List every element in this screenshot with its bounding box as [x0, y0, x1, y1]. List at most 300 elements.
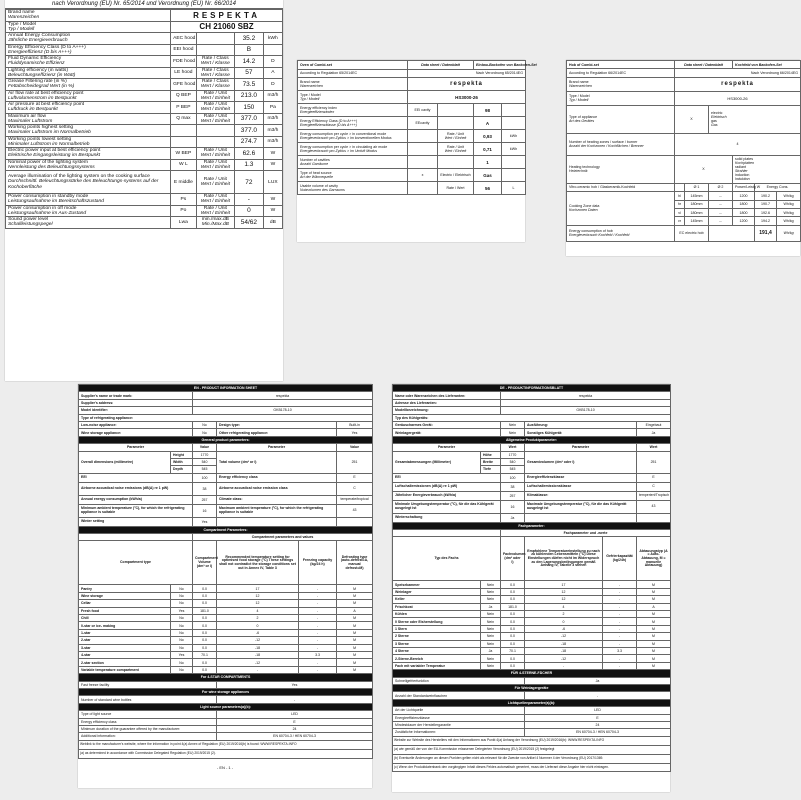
gen-label-2: Airborne acoustical noise emission class	[217, 482, 337, 495]
info-row	[393, 429, 671, 436]
warranty-value: 24	[217, 725, 373, 732]
comp-volume: 0.0	[501, 596, 525, 603]
comp-name: Pantry	[79, 585, 171, 592]
comp-defrost: M	[337, 659, 373, 666]
comp-name: Chill	[79, 615, 171, 622]
hood-spec-value: 150	[235, 102, 264, 114]
hob-sub-left: According to Regulation 66/2014EC	[567, 69, 675, 77]
info-row	[79, 607, 373, 614]
warranty-label: Mindestdauer der Herstellergarantie	[393, 721, 525, 728]
comp-freezing: -	[299, 644, 337, 651]
gen-value: 16	[501, 500, 525, 513]
hood-spec-symbol: Ps	[171, 194, 197, 206]
supplier-label: Supplier's name or trade mark:	[79, 392, 193, 399]
gen-label: EEI	[393, 473, 501, 482]
hob-spec-table	[566, 60, 801, 242]
info-row	[393, 647, 671, 654]
gen-label-2: Maximum ambient temperature (°C), for which the refrigerating appliance is suitable	[217, 504, 337, 517]
comp-volume: 181.0	[501, 603, 525, 610]
comp-present: Nein	[481, 662, 501, 669]
oven-model-value: HS3000-26	[408, 91, 526, 104]
comp-present: Nein	[481, 581, 501, 588]
comp-name: Wine storage	[79, 592, 171, 599]
info-row	[79, 495, 373, 504]
hood-spec-label	[6, 217, 171, 229]
zone-diameter: 180mm	[685, 208, 709, 216]
oven-spec-row	[298, 143, 526, 156]
gen-label: Minimale Umgebungstemperatur (°C), für die das Kühlgerät ausgelegt ist	[393, 500, 501, 513]
comp-defrost: M	[337, 651, 373, 658]
info-row	[393, 581, 671, 588]
oven-sub-left: According to Regulation 65/2014EC	[298, 69, 408, 78]
comp-freezing: -	[603, 662, 637, 669]
zone-power: 1800	[733, 200, 755, 208]
type-row-label: Low-noise appliance:	[79, 421, 193, 428]
hood-spec-label	[6, 67, 171, 79]
info-row	[393, 513, 671, 522]
general-header: General product parameters:	[79, 436, 373, 443]
info-row	[79, 666, 373, 673]
type-row-label-2: Design type:	[217, 421, 337, 428]
gen-label: Annual energy consumption (kWh/a)	[79, 495, 193, 504]
dim-value: 545	[501, 466, 525, 473]
info-row	[393, 662, 671, 669]
hood-spec-label	[6, 90, 171, 102]
label-en: Maximum air flow	[8, 113, 47, 119]
hood-spec-unit	[196, 44, 234, 56]
brand-label: Brand name Warenzeichen	[6, 10, 171, 22]
hood-spec-unit	[196, 33, 234, 45]
info-row	[79, 541, 373, 585]
info-row	[393, 670, 671, 677]
dims-label: Gesamtabmessungen (Millimeter)	[393, 451, 481, 473]
comp-present: No	[171, 622, 193, 629]
total-volume-label: Total volume (dm³ or l)	[217, 451, 337, 473]
gen-value: 16	[193, 504, 217, 517]
comp-name: 4-star	[79, 651, 171, 658]
gen-label-2: Energy efficiency class	[217, 473, 337, 482]
label-en: Usable volume of cavity	[300, 184, 338, 189]
info-row	[393, 421, 671, 428]
hood-spec-value: 14.2	[235, 56, 264, 68]
unit-en: Rate / Unit	[203, 113, 227, 119]
sheet-title: DE - PRODUKTINFORMATIONSBLATT	[393, 385, 671, 392]
info-row	[393, 618, 671, 625]
hood-spec-symbol	[171, 136, 197, 148]
oven-spec-symbol: EEcavity	[408, 117, 438, 130]
info-row	[79, 696, 373, 703]
gen-label-2: Klimaklasse:	[525, 491, 637, 500]
hood-spec-value: 57	[235, 67, 264, 79]
info-row	[79, 703, 373, 710]
comp-col-volume: Compartment Volume (dm³ or l)	[193, 541, 217, 585]
footnote: Website zur Website des Herstellers mit den Informationen aus Punkt 4(a) Anhang der Verordnung (EU) 2019/2016(b): WWW.RESPEKTA.INFO	[393, 736, 671, 745]
oven-spec-row	[298, 169, 526, 182]
unit-en: min./max.dB	[201, 217, 229, 223]
light-value: LED	[525, 707, 671, 714]
comp-volume: 0.0	[193, 592, 217, 599]
info-row	[79, 740, 373, 749]
comp-present: Yes	[171, 607, 193, 614]
info-row	[79, 681, 373, 688]
comp-name: 1-star	[79, 629, 171, 636]
comp-temp: 12	[217, 600, 299, 607]
zone-power: 1200	[733, 192, 755, 200]
comp-temp: 0	[525, 618, 603, 625]
comp-name: 2-star	[79, 637, 171, 644]
hood-spec-row	[6, 90, 283, 102]
hood-spec-label	[6, 102, 171, 114]
warranty-value: 24	[525, 721, 671, 728]
label-de: Durchschnittl. Beleuchtungsstärke des Beleuchtungs-systems auf der Kochoberfläche	[8, 179, 159, 190]
fridge-info-sheet-de	[392, 384, 670, 792]
comp-volume: 70.1	[193, 651, 217, 658]
hood-spec-unit-symbol: W	[263, 194, 282, 206]
fast-freeze-value: Ja	[525, 677, 671, 684]
four-star-header: For 4-STAR COMPARTMENTS	[79, 674, 373, 681]
hood-spec-unit-symbol: kWh	[263, 33, 282, 45]
gen-value: 257	[193, 495, 217, 504]
zone-energy-unit: Wh/kg	[777, 200, 801, 208]
gen-value: Yes	[193, 517, 217, 526]
unit-en: Rate / Unit	[203, 205, 227, 211]
wine-value: -	[217, 696, 373, 703]
info-row	[79, 659, 373, 666]
comp-present: No	[171, 666, 193, 673]
comp-temp: 17	[525, 581, 603, 588]
info-row	[393, 677, 671, 684]
zone-energy-unit: Wh/kg	[777, 192, 801, 200]
hob-total-sym: EC electric hob	[675, 225, 709, 241]
type-row-value: No	[193, 429, 217, 436]
comp-defrost: M	[337, 629, 373, 636]
hood-spec-table	[5, 9, 283, 229]
hood-spec-unit-symbol: W	[263, 205, 282, 217]
comp-present: No	[171, 644, 193, 651]
comp-freezing: -	[603, 625, 637, 632]
compartment-sub: Fachparameter und -werte	[501, 530, 671, 537]
heating-tech-mark: X	[675, 155, 733, 183]
address-value	[193, 399, 373, 406]
type-label: Typ des Kühlgeräts:	[393, 414, 671, 421]
comp-name: Cellar	[79, 600, 171, 607]
comp-name: 3 Sterne	[393, 640, 481, 647]
comp-defrost: M	[337, 622, 373, 629]
info-row	[79, 407, 373, 414]
zone-diameter: 145mm	[685, 217, 709, 225]
label-en: Air pressure at best efficiency point	[8, 102, 85, 108]
comp-name: Keller	[393, 596, 481, 603]
gen-value-2	[337, 517, 373, 526]
comp-present: No	[171, 600, 193, 607]
info-row	[393, 407, 671, 414]
comp-name: 1 Stern	[393, 625, 481, 632]
oven-spec-unit	[438, 104, 474, 117]
label-de: Energieeffizienz (D bis A+++)	[8, 49, 72, 55]
light-header: Light source parameters(a)(b):	[79, 703, 373, 710]
comp-present: Nein	[481, 633, 501, 640]
label-en: Grease Filtering rate (in %)	[8, 79, 67, 85]
label-de: Energieverbrauch pro Zyklus > im konventionellen Modus	[300, 136, 392, 141]
hob-total-label: Energy consumption of hob Energieverbrauch Kochfeld / Kochfeld	[567, 225, 675, 241]
oven-spec-unit	[438, 182, 474, 195]
comp-name: Weinlager	[393, 588, 481, 595]
comp-freezing: -	[603, 596, 637, 603]
oven-spec-label	[298, 169, 408, 182]
comp-freezing: -	[299, 607, 337, 614]
hood-spec-row	[6, 148, 283, 160]
hood-spec-unit	[196, 90, 234, 102]
dim-key: Width	[171, 458, 193, 465]
oven-sub-right: Nach Verordnung 65/2014EG	[408, 69, 526, 78]
comp-volume: 0.0	[193, 637, 217, 644]
comp-volume: 0.0	[501, 588, 525, 595]
comp-temp: -18	[525, 647, 603, 654]
label-en: Energy Efficiency Class (D to A+++)	[8, 44, 86, 50]
label-en: Average illumination of the lighting system on the cooking surface	[8, 174, 150, 180]
gen-label: Winterschaltung	[393, 513, 501, 522]
hood-spec-row	[6, 125, 283, 137]
dim-key: Height	[171, 451, 193, 458]
oven-spec-unit	[438, 143, 474, 156]
comp-name: 0-star or ice- making	[79, 622, 171, 629]
type-row-label-2: Sonstiges Kühlgerät:	[525, 429, 637, 436]
gen-value-2: E	[637, 473, 671, 482]
hood-spec-label	[6, 56, 171, 68]
info-row	[393, 707, 671, 714]
wine-value: -	[525, 692, 671, 699]
hood-spec-unit	[196, 113, 234, 125]
comp-temp: 2	[217, 615, 299, 622]
wine-label: Anzahl der Standardweinflaschen	[393, 692, 525, 699]
unit-de: Wert / Klasse	[200, 72, 230, 78]
hob-title-left: Hob of Combi-set	[567, 61, 675, 69]
oven-spec-row	[298, 182, 526, 195]
comp-defrost: M	[637, 611, 671, 618]
info-row	[393, 414, 671, 421]
gen-value: 38	[501, 482, 525, 491]
fridge-info-sheet-en	[78, 384, 372, 788]
hood-spec-label	[6, 113, 171, 125]
zone-energy: 190.7	[755, 200, 777, 208]
unit-en: Rate / Class	[202, 67, 229, 73]
oven-spec-table	[297, 60, 537, 195]
comp-volume: 0.0	[501, 625, 525, 632]
comp-freezing: -	[299, 585, 337, 592]
four-star-header: FÜR 4-STERNE-FÄCHER	[393, 670, 671, 677]
hood-spec-symbol: Q max	[171, 113, 197, 125]
total-volume-value: 251	[337, 451, 373, 473]
comp-volume: 181.0	[193, 607, 217, 614]
type-row-value: No	[193, 421, 217, 428]
oven-brand-logo: respekta	[408, 78, 526, 91]
gen-label: Airborne acoustical noise emissions (dB(A) re 1 pW)	[79, 482, 193, 495]
hob-model-value: HS3000-26	[675, 91, 801, 105]
brand-logo: RESPEKTA	[171, 10, 283, 22]
comp-defrost: M	[337, 592, 373, 599]
hood-spec-value: 0	[235, 205, 264, 217]
hood-data-sheet	[5, 0, 283, 381]
label-en: Type of heat source	[300, 171, 332, 176]
gen-label-2: Luftschallemissionsklasse	[525, 482, 637, 491]
unit: Rate / Unit	[447, 132, 464, 137]
hood-spec-unit	[196, 217, 234, 229]
hood-spec-unit	[196, 102, 234, 114]
comp-defrost: M	[637, 588, 671, 595]
info-row	[393, 655, 671, 662]
col-value-2: Wert	[637, 444, 671, 451]
hob-brand-label: Brand name Warenzeichen	[567, 77, 675, 91]
oven-spec-value: 0,93	[474, 130, 502, 143]
dim-value: 540	[193, 458, 217, 465]
hob-brand-logo: respekta	[675, 77, 801, 91]
dim-key: Breite	[481, 458, 501, 465]
hood-spec-value: 377.0	[235, 113, 264, 125]
info-row	[393, 729, 671, 736]
comp-present: No	[171, 615, 193, 622]
unit-de: Wert / Einheit	[200, 118, 230, 124]
info-row	[79, 585, 373, 592]
gen-value-2: C	[337, 482, 373, 495]
label-de: Luftdruck im Bestpunkt	[8, 107, 58, 113]
type-label: Type of refrigerating appliance:	[79, 414, 373, 421]
label-de: Energieeffizienzklasse (D bis A+++)	[300, 123, 357, 128]
hood-spec-row	[6, 159, 283, 171]
zone-diameter-2: --	[709, 192, 733, 200]
info-row	[393, 482, 671, 491]
info-row	[79, 637, 373, 644]
dims-label: Overall dimensions (millimetre)	[79, 451, 171, 473]
hood-spec-row	[6, 205, 283, 217]
comp-freezing: -	[299, 629, 337, 636]
unit-en: Rate / Unit	[203, 148, 227, 154]
comp-freezing: 3.3	[603, 647, 637, 654]
comp-freezing: -	[603, 640, 637, 647]
hood-spec-unit-symbol: LUX	[263, 171, 282, 194]
comp-defrost: M	[337, 666, 373, 673]
col-parameter-2: Parameter	[217, 444, 337, 451]
comp-present: Nein	[481, 625, 501, 632]
hood-spec-row	[6, 171, 283, 194]
comp-defrost: M	[637, 655, 671, 662]
zone-diameter: 180mm	[685, 200, 709, 208]
info-row	[79, 517, 373, 526]
zone-energy: 192.6	[755, 208, 777, 216]
info-row	[393, 399, 671, 406]
gen-value: 100	[501, 473, 525, 482]
hood-spec-label	[6, 159, 171, 171]
label-en: Air flow rate at best efficiency point	[8, 90, 84, 96]
comp-present: No	[171, 585, 193, 592]
unit-de: Wert / Einheit	[200, 199, 230, 205]
comp-temp: -6	[217, 629, 299, 636]
label-en: Energy consumption per cycle > in circulating air mode	[300, 145, 388, 150]
cooking-zone-label	[567, 192, 675, 226]
total-volume-label: Gesamtvolumen (dm³ oder l)	[525, 451, 637, 473]
info-row	[393, 451, 671, 458]
comp-defrost: M	[337, 600, 373, 607]
compartment-header: Compartment Parameters:	[79, 526, 373, 533]
comp-volume: 0.0	[501, 618, 525, 625]
label-en: Fluid Dynamic Efficiency	[8, 56, 62, 62]
info-row	[79, 436, 373, 443]
info-row	[79, 526, 373, 533]
comp-defrost: M	[337, 585, 373, 592]
info-row	[393, 736, 671, 745]
oven-spec-symbol	[408, 143, 438, 156]
footnote: (a) as determined in accordance with Commission Delegated Regulation (EU) 2019/2015 (2).	[79, 749, 373, 758]
label-de: Elektrische Eingangsleistung im Bestpunkt	[8, 153, 101, 159]
info-row	[393, 633, 671, 640]
hood-spec-unit-symbol: m3/h	[263, 125, 282, 137]
oven-spec-row	[298, 130, 526, 143]
blank	[393, 530, 501, 537]
comp-name: Speisekammer	[393, 581, 481, 588]
comp-present: Ja	[481, 603, 501, 610]
label-de: Luftvolumenstrom im Bestpunkt	[8, 95, 77, 101]
gen-value: 257	[501, 491, 525, 500]
sheet-title: EN - PRODUCT INFORMATION SHEET	[79, 385, 373, 392]
oven-spec-symbol	[408, 182, 438, 195]
comp-volume: 0.0	[501, 662, 525, 669]
info-row	[79, 749, 373, 758]
comp-freezing: -	[603, 618, 637, 625]
light-value: E	[217, 718, 373, 725]
light-label: Type of light source	[79, 711, 217, 718]
label-en: Working points lowest setting	[8, 136, 72, 142]
info-row	[393, 537, 671, 581]
footnote: (b) Eventuelle Änderungen an diesen Punkten gelten nicht als relevant für die Zwecke von Artikel 4 Nummer 4 der Verordnung (EU) 2017/1369.	[393, 754, 671, 763]
info-value: EN 60704-3 / HEN 60704-3	[217, 733, 373, 740]
comp-volume: 0.0	[193, 666, 217, 673]
model-label: Model identifier:	[79, 407, 193, 414]
hood-spec-symbol: GFE hood	[171, 79, 197, 91]
info-row	[79, 711, 373, 718]
info-row	[79, 718, 373, 725]
gen-label: Luftschallemissionen (dB(A) re 1 pW)	[393, 482, 501, 491]
unit-en: Rate / Unit	[203, 177, 227, 182]
hood-spec-unit	[196, 148, 234, 160]
unit-de: Wert / Einheit	[200, 210, 230, 216]
label-de: Jährliche Energieverbrauch	[8, 38, 68, 44]
info-row	[79, 622, 373, 629]
comp-name: 2-star section	[79, 659, 171, 666]
comp-volume: 0.0	[501, 640, 525, 647]
comp-defrost: M	[337, 615, 373, 622]
comp-name: Variable temperature compartment	[79, 666, 171, 673]
label-de: Art der Wärmequelle	[300, 175, 333, 180]
info-row	[393, 444, 671, 451]
info-row	[393, 684, 671, 691]
label-de: Fluiddynamische Effizienz	[8, 61, 65, 67]
comp-freezing: -	[299, 637, 337, 644]
zone-energy: 190.2	[755, 192, 777, 200]
hood-spec-unit-symbol: W	[263, 148, 282, 160]
info-row	[393, 754, 671, 763]
comp-name: Fresh food	[79, 607, 171, 614]
gen-value: Ja	[501, 513, 525, 522]
comp-volume: 0.0	[193, 622, 217, 629]
label-en: Energy consumption per cycle > in conventional mode	[300, 132, 387, 137]
comp-volume: 0.0	[193, 600, 217, 607]
comp-temp: 4	[217, 607, 299, 614]
label-de: Energieeffizienzindex	[300, 110, 335, 115]
oven-spec-unit-symbol: kWh	[502, 130, 526, 143]
comp-freezing: -	[603, 581, 637, 588]
unit: Electric / Elektrisch	[440, 173, 471, 178]
unit-de: Wert / Einheit	[200, 95, 230, 101]
info-row	[393, 721, 671, 728]
